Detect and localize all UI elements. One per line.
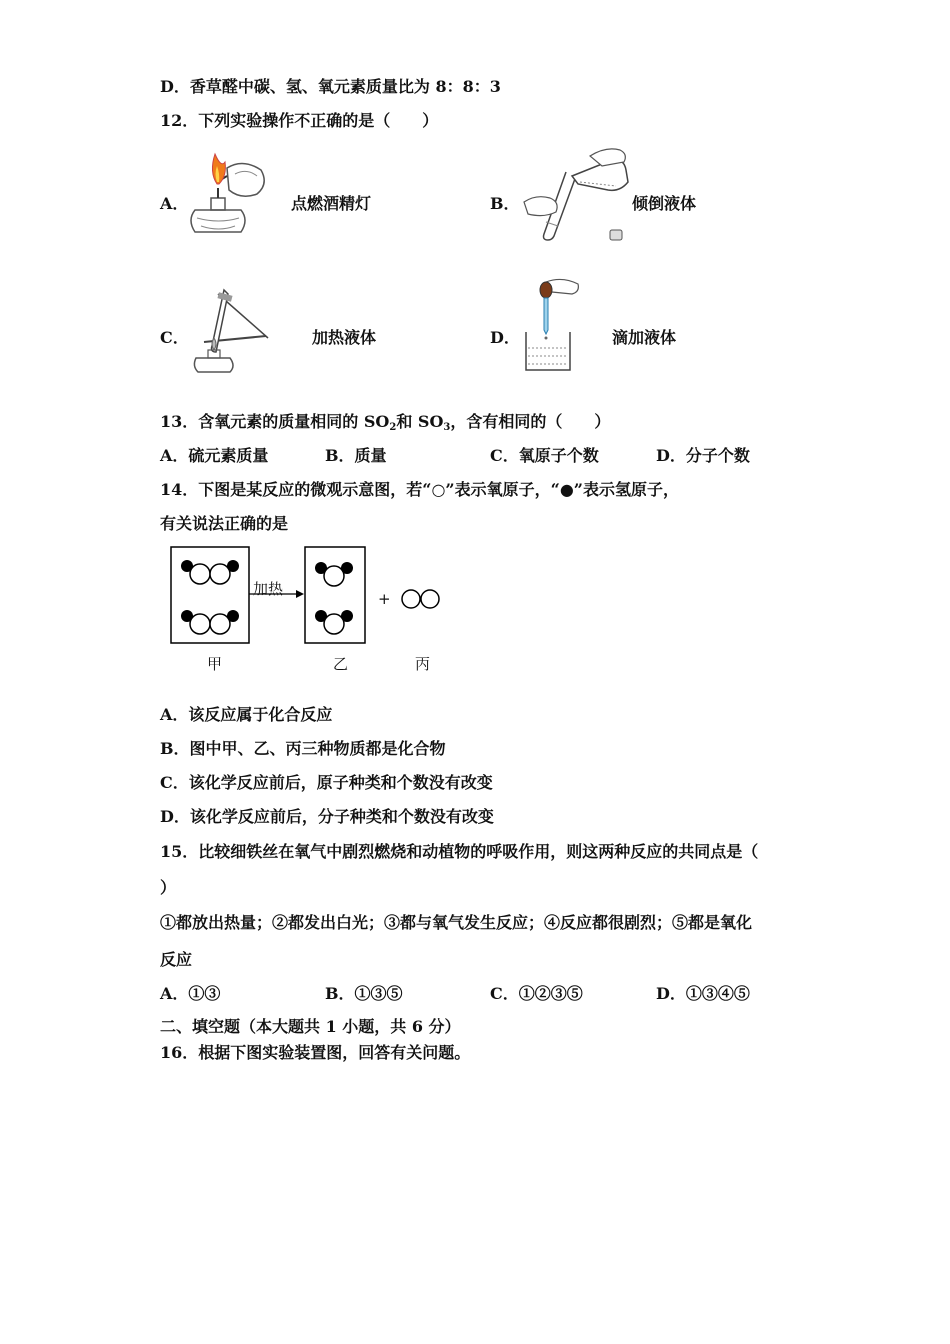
q14-option-d: D．该化学反应前后，分子种类和个数没有改变 [160,807,494,826]
q12-option-b-text: 倾倒液体 [632,194,697,213]
q12-option-c-text: 加热液体 [312,328,377,347]
q11-option-d: D．香草醛中碳、氢、氧元素质量比为 8：8：3 [160,77,501,96]
q14-stem-line2: 有关说法正确的是 [160,514,289,533]
q13-stem: 13．含氧元素的质量相同的 $SO_2$和 $SO_3$，含有相同的（ ） [160,412,611,433]
molecule-h2o2-2 [181,610,239,634]
q12-option-b-letter: B． [490,194,520,213]
q15-option-a: A．①③ [160,984,221,1003]
section2-title: 二、填空题（本大题共 1 小题，共 6 分） [160,1017,461,1036]
label-jia: 甲 [207,655,223,673]
q13-option-c: C．氧原子个数 [490,446,599,465]
q15-items-line1: ①都放出热量；②都发出白光；③都与氧气发生反应；④反应都很剧烈；⑤都是氧化 [160,913,753,932]
q14-option-a: A．该反应属于化合反应 [160,705,333,724]
q12-option-d-text: 滴加液体 [612,328,677,347]
box-jia [171,547,249,643]
q15-stem-line2: ） [160,878,177,897]
q13-option-a: A．硫元素质量 [160,446,269,465]
q12-stem: 12．下列实验操作不正确的是（ ） [160,111,439,130]
q16-stem: 16．根据下图实验装置图，回答有关问题。 [160,1043,471,1062]
q15-option-c: C．①②③⑤ [490,984,583,1003]
label-yi: 乙 [333,655,349,673]
q15-option-b: B．①③⑤ [325,984,403,1003]
q14-option-b: B．图中甲、乙、丙三种物质都是化合物 [160,739,446,758]
q15-option-d: D．①③④⑤ [656,984,750,1003]
heating-liquid-figure [188,284,276,374]
q15-stem-line1: 15．比较细铁丝在氧气中剧烈燃烧和动植物的呼吸作用，则这两种反应的共同点是（ [160,842,759,861]
molecule-h2o-1 [315,562,353,586]
dropping-liquid-figure [518,276,584,376]
q14-option-c: C．该化学反应前后，原子种类和个数没有改变 [160,773,493,792]
pouring-liquid-figure [516,142,632,244]
plus-sign: + [378,590,391,608]
q13-option-d: D．分子个数 [656,446,750,465]
q13-option-b: B．质量 [325,446,387,465]
reaction-diagram [168,544,468,648]
label-bing: 丙 [415,655,431,673]
q12-option-d-letter: D． [490,328,520,347]
arrow-label: 加热 [253,580,284,598]
q15-items-line2: 反应 [160,950,193,969]
molecule-o2 [402,590,439,608]
q12-option-a-text: 点燃酒精灯 [291,194,372,213]
molecule-h2o-2 [315,610,353,634]
q14-stem-line1: 14．下图是某反应的微观示意图，若“○”表示氧原子，“●”表示氢原子， [160,480,680,499]
q12-option-a-letter: A． [160,194,189,213]
molecule-h2o2-1 [181,560,239,584]
alcohol-lamp-lighting-figure [183,148,273,243]
q12-option-c-letter: C． [160,328,189,347]
